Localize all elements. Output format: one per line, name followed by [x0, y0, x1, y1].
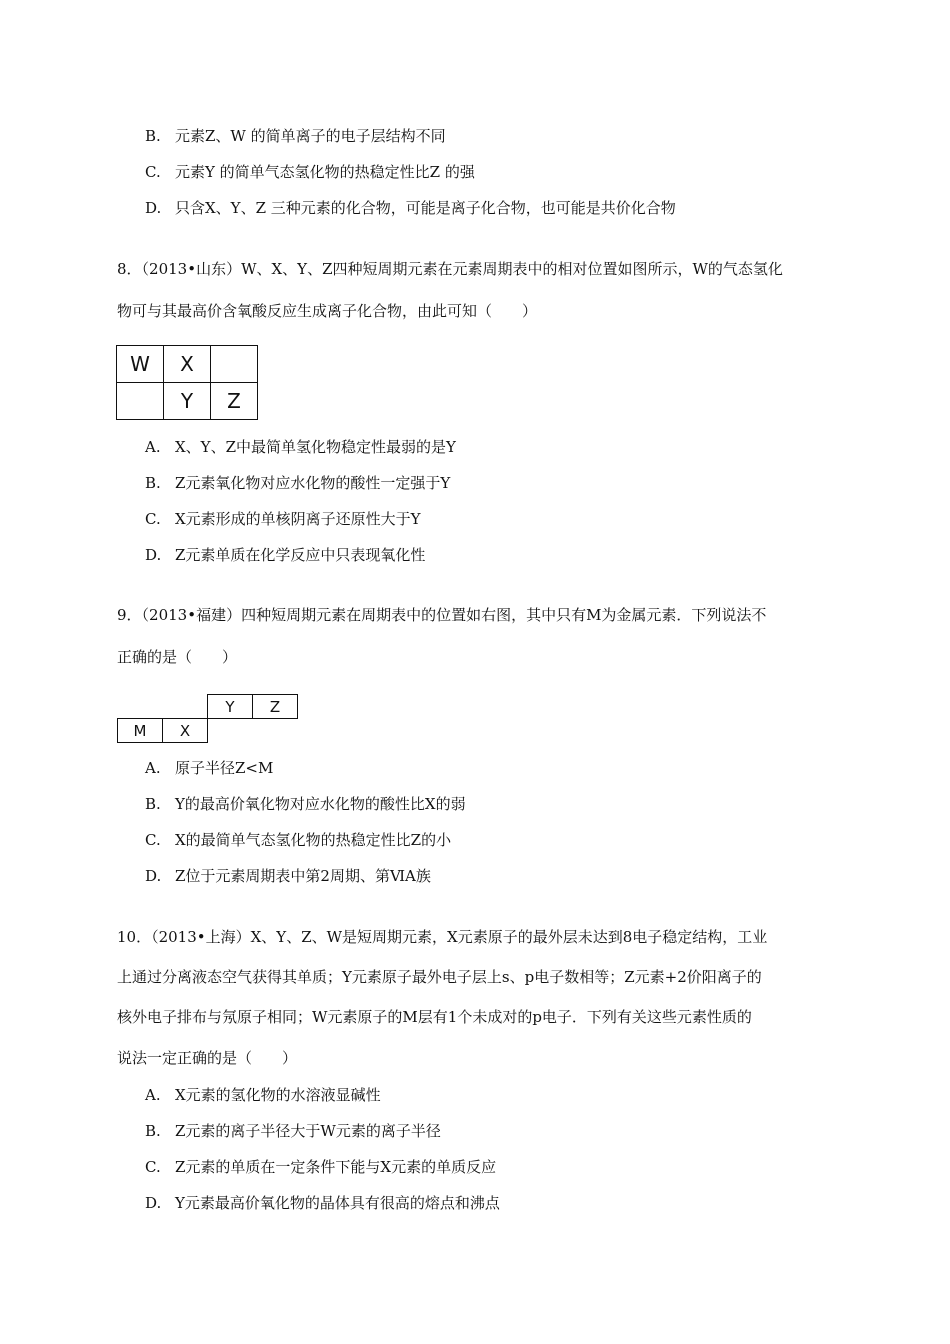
q8-option-c: C. X元素形成的单核阴离子还原性大于Y: [145, 510, 421, 528]
q9-option-a: A. 原子半径Z<M: [145, 759, 274, 777]
q8-option-d: D. Z元素单质在化学反应中只表现氧化性: [145, 546, 426, 564]
q7-option-d: D. 只含X、Y、Z 三种元素的化合物，可能是离子化合物，也可能是共价化合物: [145, 199, 676, 217]
q9-stem-line-1: 9．（2013•福建）四种短周期元素在周期表中的位置如右图，其中只有M为金属元素．下列说法不: [117, 606, 767, 624]
q8-option-a: A. X、Y、Z中最简单氢化物稳定性最弱的是Y: [145, 438, 456, 456]
grid-cell-empty: [118, 695, 163, 719]
q10-option-c: C. Z元素的单质在一定条件下能与X元素的单质反应: [145, 1158, 497, 1176]
q10-stem-line-4: 说法一定正确的是（ ）: [117, 1049, 298, 1067]
grid-cell: Y: [164, 383, 211, 420]
q10-stem-line-3: 核外电子排布与氖原子相同；W元素原子的M层有1个未成对的p电子．下列有关这些元素性质的: [117, 1008, 752, 1026]
grid-cell-empty: [208, 719, 253, 743]
grid-cell-empty: [253, 719, 298, 743]
grid-cell: [117, 383, 164, 420]
q10-option-d: D. Y元素最高价氧化物的晶体具有很高的熔点和沸点: [145, 1194, 500, 1212]
q8-periodic-table-grid: [116, 345, 258, 420]
q9-option-d: D. Z位于元素周期表中第2周期、第ⅥA族: [145, 867, 431, 885]
q8-stem-line-2: 物可与其最高价含氧酸反应生成离子化合物，由此可知（ ）: [117, 302, 538, 320]
q10-option-b: B. Z元素的离子半径大于W元素的离子半径: [145, 1122, 441, 1140]
grid-cell: M: [118, 719, 163, 743]
q9-option-c: C. X的最简单气态氢化物的热稳定性比Z的小: [145, 831, 452, 849]
q7-option-c: C. 元素Y 的简单气态氢化物的热稳定性比Z 的强: [145, 163, 475, 181]
q10-stem-line-2: 上通过分离液态空气获得其单质；Y元素原子最外电子层上s、p电子数相等；Z元素+2价阳离子的: [117, 968, 762, 986]
q10-option-a: A. X元素的氢化物的水溶液显碱性: [145, 1086, 381, 1104]
q8-stem-line-1: 8．（2013•山东）W、X、Y、Z四种短周期元素在元素周期表中的相对位置如图所示，W的气态氢化: [117, 260, 783, 278]
q9-periodic-table-grid: [117, 694, 298, 743]
q8-option-b: B. Z元素氧化物对应水化物的酸性一定强于Y: [145, 474, 451, 492]
grid-cell: Z: [253, 695, 298, 719]
grid-cell: Y: [208, 695, 253, 719]
grid-cell: Z: [211, 383, 258, 420]
grid-cell: X: [163, 719, 208, 743]
grid-cell: [211, 346, 258, 383]
grid-cell: X: [164, 346, 211, 383]
grid-cell-empty: [163, 695, 208, 719]
q9-stem-line-2: 正确的是（ ）: [117, 648, 238, 666]
q9-option-b: B. Y的最高价氧化物对应水化物的酸性比X的弱: [145, 795, 466, 813]
q7-option-b: B. 元素Z、W 的简单离子的电子层结构不同: [145, 127, 446, 145]
grid-cell: W: [117, 346, 164, 383]
q10-stem-line-1: 10．（2013•上海）X、Y、Z、W是短周期元素，X元素原子的最外层未达到8电子稳定结构，工业: [117, 928, 768, 946]
